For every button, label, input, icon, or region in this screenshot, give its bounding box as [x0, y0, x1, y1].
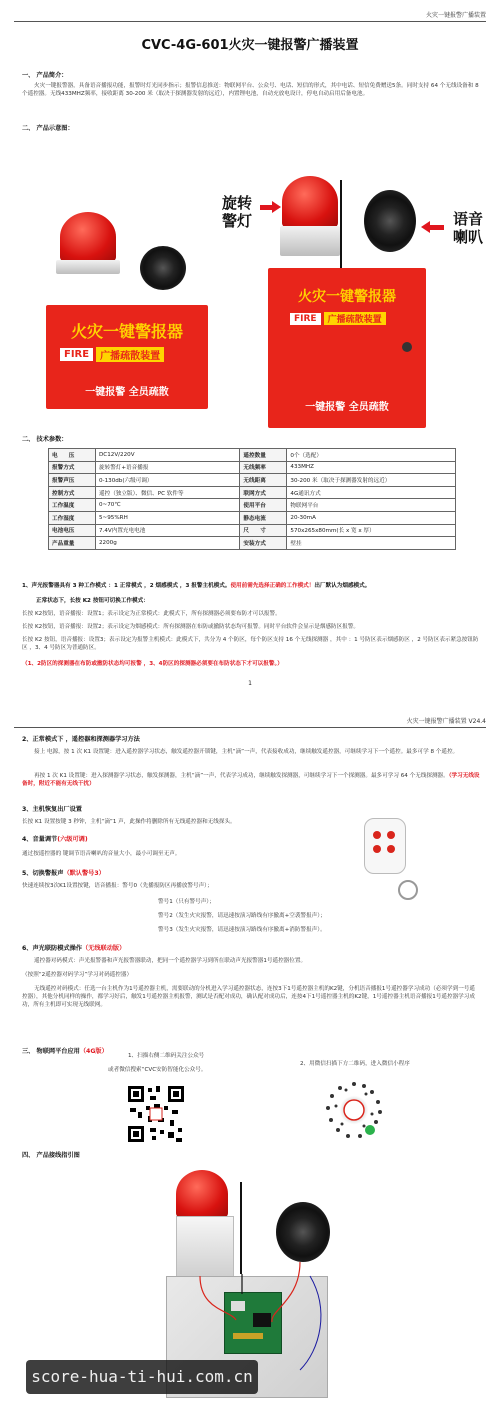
section-intro-title: 一、 产品简介：	[22, 72, 68, 79]
linkage-title-note: （无线联动版）	[82, 945, 126, 952]
spec-value: 物联网平台	[287, 499, 456, 512]
spec-value: 0~70℃	[96, 499, 240, 512]
siren-title	[22, 868, 105, 877]
spec-row	[49, 524, 456, 537]
spec-value: 4G通讯方式	[287, 486, 456, 499]
page-title: CVC-4G-601火灾一键报警广播装置	[141, 38, 359, 53]
lamp-base-left	[56, 260, 120, 274]
spec-row	[49, 511, 456, 524]
normal-state-line: 正常状态下，长按 K2 按钮可切换工作模式：	[36, 598, 149, 604]
fire-tag-left: FIRE	[60, 348, 93, 361]
linkage-wireless-text: 无线遥控对码模式：任选一台主机作为1号遥控器主机，需要联动的分机进入学习遥控器状态，连按3下1号遥控器主机的K2键，分机语音播报1号遥控器学习成功（必须学到一号遥控器），其他分机同样的操作，都学习好后，触发1号遥控器主机报警，测试是否配对成功，确认配对成功后，连按4下1号遥控器主机的K2键，1号遥控器主机语音播报1号遥控器学习成功，所有主机即可实现无线联网。	[22, 986, 475, 1008]
spec-key: 报警方式	[49, 461, 96, 474]
spec-value: 旋转警灯+语音播报	[96, 461, 240, 474]
spec-value: 0-130db(六级可调）	[96, 474, 240, 487]
spec-key: 静态电流	[240, 511, 287, 524]
learn-detector-text	[22, 772, 480, 788]
learn-section-title: 2、正常模式下 ，遥控器和探测器学习方法	[22, 736, 140, 743]
mode-line-1: 长按 K2按钮，语音播报：设置1；表示设定为正常模式：此模式下，所有探测器必须要布防才可以报警。	[22, 611, 281, 617]
header-right: 火灾一键报警广播装置	[425, 12, 486, 19]
label-speaker: 语音 喇叭	[452, 210, 483, 246]
spec-key: 联网方式	[240, 486, 287, 499]
volume-title-text: 4、音量调节	[22, 836, 58, 843]
siren-option-3: 警号3（发生火灾报警，请迅速按演习路线有序撤离+消防警报声）。	[158, 927, 326, 933]
spec-value: 遥控（独立版）、微信、PC 软件等	[96, 486, 240, 499]
box-bottom-right: 一键报警 全员疏散	[305, 402, 389, 413]
fire-text-right: 广播疏散装置	[324, 312, 386, 325]
iot-title-text: 三、 物联网平台应用	[22, 1048, 80, 1055]
arrow-right-head-icon	[272, 201, 281, 213]
spec-row	[49, 537, 456, 550]
learn-remote-text: 接上 电源，按 1 次 K1 设置键：进入遥控器学习状态，触发遥控器开锁键，主机“滴”一声，代表接收成功，继续触发遥控器，可继续学习下一个遥控。最多可学 8 个遥控。	[34, 749, 459, 755]
spec-value: 570x265x80mm(长 x 宽 x 厚）	[287, 524, 456, 537]
box-title-left: 火灾一键警报器	[70, 322, 183, 341]
siren-text: 快速连续按3次K1设置按键，语音播报：警号0（先播报防区再播放警号声）；	[22, 883, 213, 889]
spec-value: 5~95%RH	[96, 511, 240, 524]
speaker-horn-left	[140, 246, 186, 290]
spec-row	[49, 474, 456, 487]
lamp-base-right	[280, 226, 340, 256]
siren-option-1: 警号1（只有警号声）；	[158, 899, 215, 905]
lock-icon	[402, 342, 412, 352]
product-illustration	[0, 130, 500, 430]
spec-value: 7.4V内置充电电池	[96, 524, 240, 537]
spec-key: 报警声压	[49, 474, 96, 487]
header-right-p2: 火灾一键报警广播装置 V24.4	[406, 718, 486, 725]
volume-title-note: (六级可调)	[57, 836, 88, 843]
spec-table	[48, 448, 456, 550]
arrow-left-head-icon	[421, 221, 430, 233]
official-account-qr-icon	[126, 1084, 186, 1144]
qr1-caption-2: 或者微信搜索“CVC安防智能化公众号。	[108, 1067, 207, 1073]
spec-key: 尺 寸	[240, 524, 287, 537]
fire-text-left: 广播疏散装置	[96, 347, 164, 362]
rotating-lamp-right	[282, 176, 338, 228]
spec-value: 20-30mA	[287, 511, 456, 524]
spec-row	[49, 449, 456, 462]
spec-value: 壁挂	[287, 537, 456, 550]
factory-reset-text: 长按 K1 设置按键 3 秒钟，主机“滴”1 声，此操作将删除所有无线遥控器和无线探头。	[22, 819, 236, 825]
spec-key: 电 压	[49, 449, 96, 462]
spec-key: 遥控数量	[240, 449, 287, 462]
fire-row-right	[290, 312, 386, 325]
mini-program-qr-icon	[320, 1076, 388, 1144]
siren-option-2: 警号2（发生火灾报警，请迅速按演习路线有序撤离+空袭警报声）；	[158, 913, 326, 919]
spec-key: 工作温度	[49, 499, 96, 512]
linkage-title	[22, 943, 125, 952]
section-spec-title: 二、 技术参数：	[22, 436, 68, 443]
learn-detector-warning: （学习无线设备时，附近不能有无线干扰）	[22, 773, 480, 787]
volume-title	[22, 834, 88, 843]
antenna-icon	[340, 180, 342, 268]
page-number: 1	[248, 680, 252, 687]
spec-key: 无线频率	[240, 461, 287, 474]
spec-key: 安装方式	[240, 537, 287, 550]
section-diagram-title: 二、 产品示意图：	[22, 125, 74, 132]
header-divider	[14, 21, 486, 22]
linkage-title-text: 6、声光联防模式操作	[22, 945, 82, 952]
remote-control-icon	[364, 818, 406, 874]
spec-row	[49, 499, 456, 512]
spec-value: 433MHZ	[287, 461, 456, 474]
iot-title	[22, 1046, 108, 1055]
header-divider-p2	[14, 727, 486, 728]
mode-title	[22, 582, 480, 590]
mode-title-default: 出厂默认为烟感模式。	[314, 583, 371, 589]
alarm-box-left	[46, 305, 208, 409]
box-title-right: 火灾一键警报器	[298, 289, 396, 305]
spec-key: 使用平台	[240, 499, 287, 512]
qr1-caption-1: 1、扫描右侧二维码关注公众号	[128, 1053, 205, 1059]
arrow-left-icon	[430, 225, 444, 230]
linkage-text: 遥控器对码模式：声光报警器和声光报警器联动，把同一个遥控器学习到所在联动声光报警器1号遥控器位置。	[34, 958, 307, 964]
siren-title-text: 5、切换警报声	[22, 870, 64, 877]
learn-detector-body: 再按 1 次 K1 设置键：进入探测器学习状态，触发探测器，主机“滴”一声，代表学习成功，继续触发探测器，可继续学习下一个探测器。最多可学习 64 个无线探测器。	[34, 773, 449, 779]
spec-key: 控制方式	[49, 486, 96, 499]
iot-title-note: （4G版）	[79, 1048, 108, 1055]
spec-key: 产品重量	[49, 537, 96, 550]
spec-key: 电池电压	[49, 524, 96, 537]
volume-text: 通过按遥控器的 键调节语音喇叭的音量大小，最小可调至无声。	[22, 851, 181, 857]
fire-tag-right: FIRE	[290, 313, 321, 325]
label-rotating-lamp: 旋转 警灯	[221, 194, 252, 230]
rotating-lamp-left	[60, 212, 116, 262]
box-bottom-left: 一键报警 全员疏散	[85, 387, 169, 398]
watermark: score-hua-ti-hui.com.cn	[26, 1360, 258, 1394]
spec-key: 无线距离	[240, 474, 287, 487]
spec-row	[49, 461, 456, 474]
spec-row	[49, 486, 456, 499]
mode-title-a: 1、声光报警器具有 3 种工作模式 ：1 正常模式 ，2 烟感模式 ，3 报警主机模式。	[22, 583, 231, 589]
spec-value: DC12V/220V	[96, 449, 240, 462]
mode-title-warning: 使用前需先选择正确的工作模式！	[230, 583, 315, 589]
mode-line-2: 长按 K2按钮，语音播报：设置2；表示设定为烟感模式：所有探测器在布防或撤防状态均可报警。同时平台软件会显示是烟感防区报警。	[22, 624, 360, 630]
spec-value: 0个（选配）	[287, 449, 456, 462]
mode-line-3: 长按 K2 按钮，语音播报：设置3；表示设定为报警主机模式：此模式下，共分为 4 个防区，每个防区支持 16 个无线探测器 ，其中 ：1 号防区表示烟感防区 ，2 号防区表示紧急按钮防区 ，3、4 号防区为普通防区。	[22, 637, 479, 651]
spec-value: 2200g	[96, 537, 240, 550]
alarm-box-right	[268, 268, 426, 428]
spec-key: 工作湿度	[49, 511, 96, 524]
spec-value: 30-200 米（取决于探测器发射的远近）	[287, 474, 456, 487]
speaker-horn-right	[364, 190, 416, 252]
mode-zone-note: （1、2防区的探测器在布防或撤防状态均可报警 ，3、4防区的探测器必须要在布防状态下才可以报警。）	[22, 661, 283, 667]
wiring-title: 四、 产品接线指引图	[22, 1152, 80, 1159]
qr2-caption: 2、用微信扫描下方二维码，进入微信小程序	[300, 1061, 410, 1067]
siren-title-note: （默认警号3）	[63, 870, 105, 877]
linkage-sub: （按照“2遥控器对码学习”学习对码遥控器）	[22, 972, 133, 978]
factory-reset-title: 3、主机恢复出厂设置	[22, 806, 82, 813]
intro-text: 火灾一键报警器，具备语音播报功能，报警时灯光同步指示；报警信息推送：物联网平台、公众号、电话、短信的形式，其中电话、短信免费赠送5条。同时支持 64 个无线设备和 8 个遥控器。无线433MHZ频率，接收距离 30-200 米（取决于探测器发射的远近），内置锂电池，自动充放电设计，停电自动启用后备电池。	[22, 83, 479, 97]
fire-row-left	[60, 347, 164, 362]
